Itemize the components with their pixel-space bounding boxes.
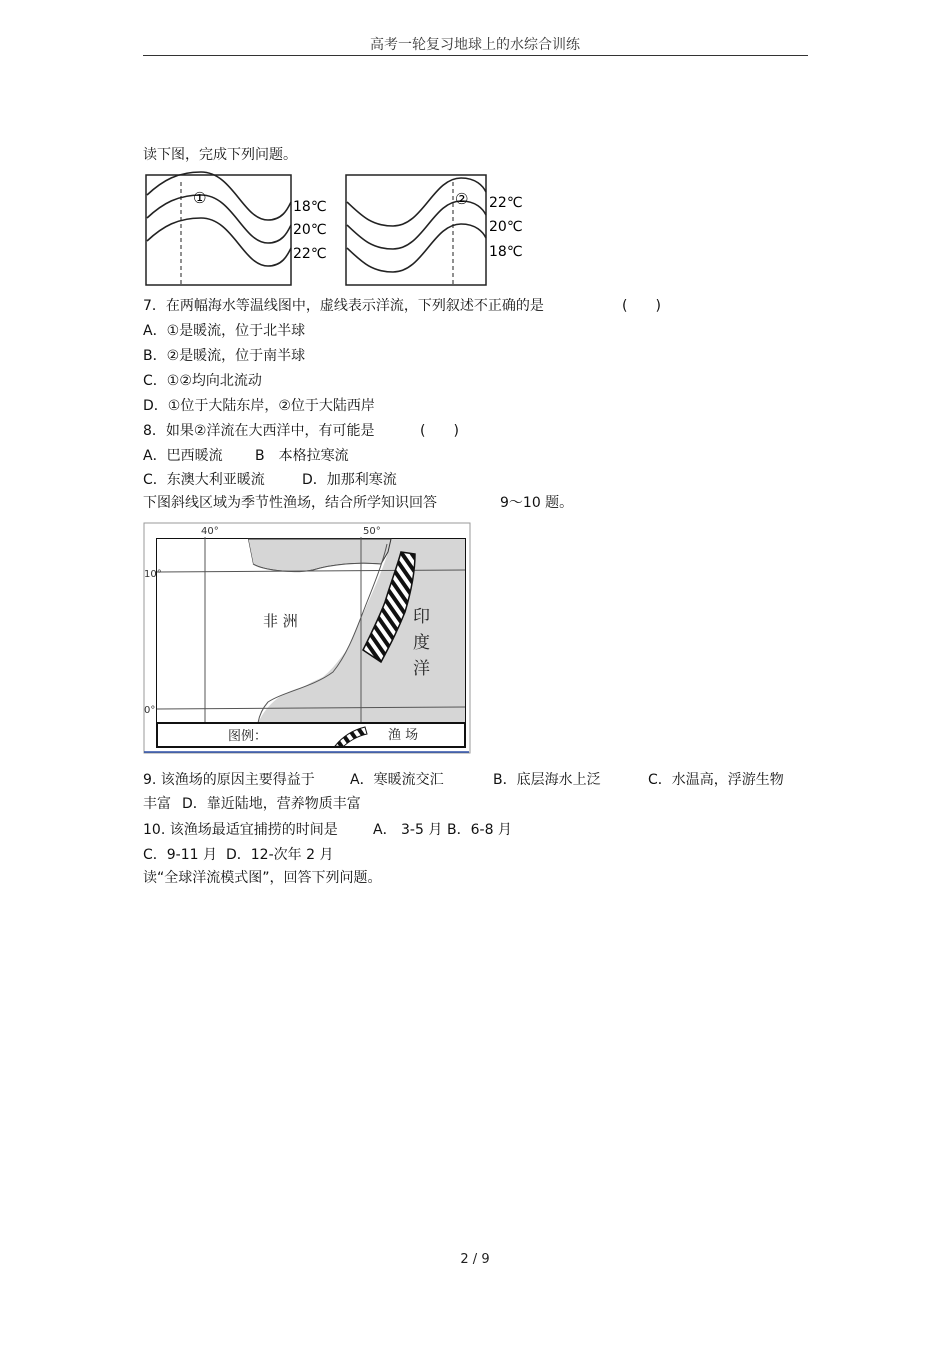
- fishing-ground-map: [143, 522, 471, 754]
- isotherm-panel-2: [346, 175, 523, 285]
- q8-paren: ( ): [420, 423, 459, 439]
- q7-stem: 7．在两幅海水等温线图中，虚线表示洋流，下列叙述不正确的是: [143, 298, 544, 314]
- isotherm-panel-1: [146, 172, 327, 285]
- temp-1-top: 18℃: [293, 199, 327, 215]
- intro-2: 下图斜线区域为季节性渔场，结合所学知识回答: [143, 495, 437, 511]
- q10-stem: 10. 该渔场最适宜捕捞的时间是: [143, 822, 338, 838]
- q8-option-d: D．加那利寒流: [302, 472, 397, 488]
- q8-stem: 8．如果②洋流在大西洋中，有可能是: [143, 423, 375, 439]
- q9-option-b: B．底层海水上泛: [493, 772, 601, 788]
- page-number: 2 / 9: [460, 1252, 490, 1267]
- legend-box: [157, 723, 465, 747]
- legend-item-label: 渔 场: [388, 728, 419, 743]
- ocean-label-3: 洋: [413, 659, 430, 679]
- q9-stem: 9. 该渔场的原因主要得益于: [143, 772, 315, 788]
- q10-option-d: D．12-次年 2 月: [226, 847, 334, 863]
- temp-1-mid: 20℃: [293, 222, 327, 238]
- lon-50: 50°: [363, 526, 381, 537]
- intro-1: 读下图，完成下列问题。: [143, 147, 297, 163]
- ocean-label-1: 印: [413, 607, 430, 627]
- header-rule: [143, 55, 808, 56]
- intro-3: 读“全球洋流模式图”，回答下列问题。: [143, 870, 382, 886]
- africa-label: 非 洲: [263, 612, 298, 630]
- q7-paren: ( ): [622, 298, 661, 314]
- lon-40: 40°: [201, 526, 219, 537]
- temp-2-mid: 20℃: [489, 219, 523, 235]
- q9-option-c: C．水温高，浮游生物: [648, 772, 784, 788]
- q8-option-b: B 本格拉寒流: [255, 448, 349, 464]
- temp-2-top: 22℃: [489, 195, 523, 211]
- q7-option-a: A．①是暖流，位于北半球: [143, 323, 306, 339]
- page-header: 高考一轮复习地球上的水综合训练: [370, 37, 580, 53]
- q10-option-a: A． 3-5 月: [373, 822, 443, 838]
- q9-option-d: D．靠近陆地，营养物质丰富: [182, 796, 361, 812]
- temp-1-bot: 22℃: [293, 246, 327, 262]
- q10-option-c: C．9-11 月: [143, 847, 217, 863]
- label-1: ①: [193, 189, 207, 207]
- q7-option-c: C．①②均向北流动: [143, 373, 262, 389]
- lat-0: 0°: [144, 705, 156, 716]
- q9-option-c-cont: 丰富: [143, 796, 171, 812]
- lat-10: 10°: [144, 569, 162, 580]
- q8-option-a: A．巴西暖流: [143, 448, 223, 464]
- temp-2-bot: 18℃: [489, 244, 523, 260]
- intro-2-range: 9～10 题。: [500, 495, 574, 511]
- q8-option-c: C．东澳大利亚暖流: [143, 472, 265, 488]
- ocean-label-2: 度: [413, 633, 430, 653]
- q9-option-a: A．寒暖流交汇: [350, 772, 444, 788]
- q10-option-b: B．6-8 月: [447, 822, 512, 838]
- q7-option-b: B．②是暖流，位于南半球: [143, 348, 306, 364]
- label-2: ②: [455, 190, 469, 208]
- q7-option-d: D．①位于大陆东岸，②位于大陆西岸: [143, 398, 375, 414]
- isotherm-figure: [143, 170, 528, 290]
- legend-label: 图例：: [228, 729, 268, 744]
